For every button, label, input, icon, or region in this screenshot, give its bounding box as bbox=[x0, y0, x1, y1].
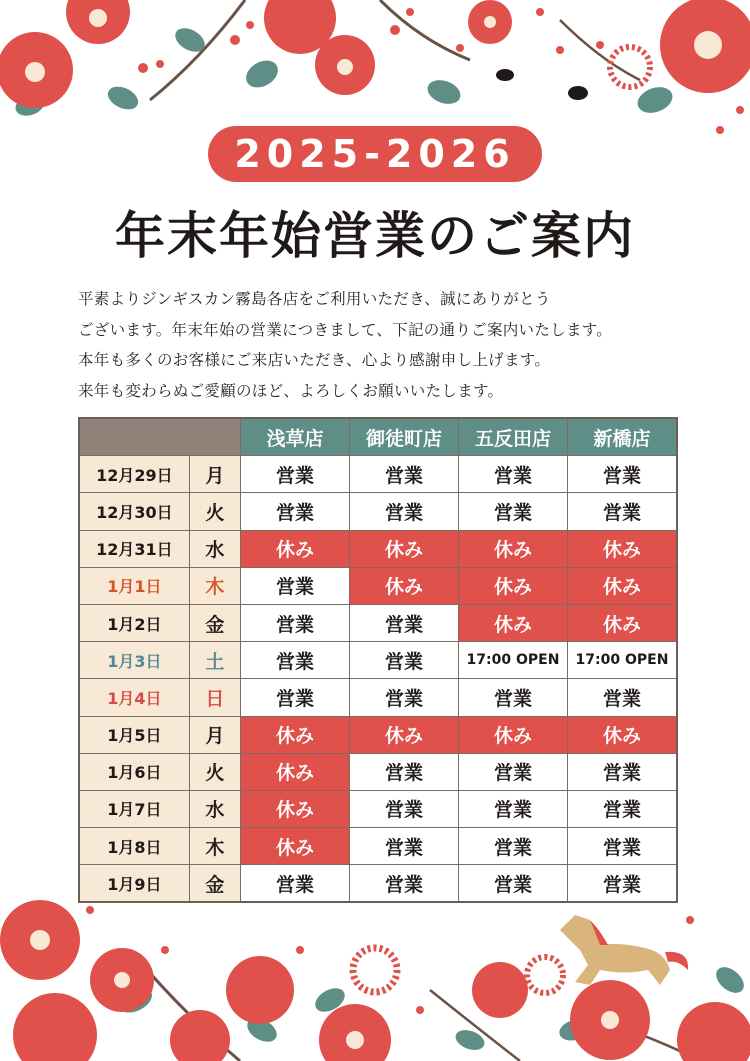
flower-center bbox=[89, 9, 107, 27]
weekday-cell: 月 bbox=[189, 716, 240, 753]
date-cell: 12月30日 bbox=[79, 493, 189, 530]
status-open-cell: 営業 bbox=[241, 604, 350, 641]
weekday-cell: 火 bbox=[189, 493, 240, 530]
intro-text bbox=[78, 284, 678, 406]
status-closed-cell: 休み bbox=[241, 828, 350, 865]
intro-line: 来年も変わらぬご愛顧のほど、よろしくお願いいたします。 bbox=[78, 381, 504, 400]
flower-center bbox=[30, 930, 50, 950]
status-closed-cell: 休み bbox=[459, 716, 568, 753]
table-row bbox=[79, 828, 677, 865]
intro-line: 本年も多くのお客様にご来店いただき、心より感謝申し上げます。 bbox=[78, 351, 551, 369]
status-open-cell: 営業 bbox=[568, 679, 678, 716]
status-open-cell: 営業 bbox=[350, 456, 459, 493]
status-open-cell: 営業 bbox=[459, 456, 568, 493]
status-closed-cell: 休み bbox=[350, 716, 459, 753]
status-open-cell: 営業 bbox=[568, 790, 678, 827]
status-open-cell: 営業 bbox=[568, 828, 678, 865]
status-open-cell: 営業 bbox=[459, 865, 568, 903]
status-open-cell: 営業 bbox=[241, 642, 350, 679]
status-closed-cell: 休み bbox=[241, 790, 350, 827]
status-open-cell: 営業 bbox=[568, 753, 678, 790]
status-closed-cell: 休み bbox=[459, 530, 568, 567]
page-title: 年末年始営業のご案内 bbox=[115, 207, 635, 265]
horse-icon bbox=[560, 915, 688, 985]
date-cell: 1月6日 bbox=[79, 753, 189, 790]
top-floral-decoration bbox=[0, 0, 750, 140]
status-open-cell: 営業 bbox=[459, 493, 568, 530]
flower-center bbox=[346, 1031, 364, 1049]
status-open-cell: 営業 bbox=[459, 790, 568, 827]
status-open-cell: 営業 bbox=[241, 865, 350, 903]
table-row bbox=[79, 493, 677, 530]
status-open-cell: 営業 bbox=[350, 865, 459, 903]
status-open-cell: 営業 bbox=[459, 679, 568, 716]
status-open-cell: 営業 bbox=[350, 790, 459, 827]
table-row bbox=[79, 456, 677, 493]
status-open-cell: 営業 bbox=[350, 642, 459, 679]
date-cell: 12月31日 bbox=[79, 530, 189, 567]
berry-icon bbox=[138, 8, 744, 134]
status-open-cell: 営業 bbox=[241, 456, 350, 493]
date-cell: 12月29日 bbox=[79, 456, 189, 493]
table-row bbox=[79, 716, 677, 753]
status-closed-cell: 休み bbox=[568, 530, 678, 567]
weekday-cell: 水 bbox=[189, 790, 240, 827]
status-open-cell: 営業 bbox=[350, 679, 459, 716]
weekday-cell: 火 bbox=[189, 753, 240, 790]
weekday-cell: 木 bbox=[189, 567, 240, 604]
leaf-icon bbox=[634, 83, 676, 118]
flower-center bbox=[337, 59, 353, 75]
intro-line: ございます。年末年始の営業につきまして、下記の通りご案内いたします。 bbox=[78, 320, 613, 339]
status-closed-cell: 休み bbox=[350, 530, 459, 567]
bottom-floral-decoration bbox=[0, 890, 750, 1061]
schedule-body bbox=[79, 456, 677, 903]
flower-center bbox=[114, 972, 130, 988]
store-header: 五反田店 bbox=[459, 418, 568, 456]
status-open-cell: 営業 bbox=[350, 493, 459, 530]
weekday-cell: 金 bbox=[189, 604, 240, 641]
status-closed-cell: 休み bbox=[568, 716, 678, 753]
date-cell: 1月2日 bbox=[79, 604, 189, 641]
bird-icon bbox=[496, 69, 588, 100]
store-header: 新橋店 bbox=[568, 418, 678, 456]
leaf-icon bbox=[424, 76, 463, 108]
weekday-cell: 水 bbox=[189, 530, 240, 567]
date-cell: 1月9日 bbox=[79, 865, 189, 903]
status-open-cell: 営業 bbox=[568, 456, 678, 493]
camellia-flower-icon bbox=[472, 962, 528, 1018]
camellia-flower-icon bbox=[170, 1010, 230, 1061]
status-open-cell: 17:00 OPEN bbox=[459, 642, 568, 679]
leaf-icon bbox=[241, 55, 282, 93]
store-header: 浅草店 bbox=[241, 418, 350, 456]
status-closed-cell: 休み bbox=[241, 530, 350, 567]
table-row bbox=[79, 753, 677, 790]
status-open-cell: 営業 bbox=[350, 753, 459, 790]
date-cell: 1月5日 bbox=[79, 716, 189, 753]
table-header-row bbox=[79, 418, 677, 456]
weekday-cell: 土 bbox=[189, 642, 240, 679]
leaf-icon bbox=[104, 82, 141, 114]
weekday-cell: 月 bbox=[189, 456, 240, 493]
flower-center bbox=[601, 1011, 619, 1029]
status-closed-cell: 休み bbox=[241, 753, 350, 790]
status-open-cell: 営業 bbox=[241, 679, 350, 716]
status-open-cell: 営業 bbox=[459, 828, 568, 865]
status-open-cell: 営業 bbox=[568, 865, 678, 903]
table-row bbox=[79, 604, 677, 641]
date-cell: 1月8日 bbox=[79, 828, 189, 865]
fan-flower-icon bbox=[353, 948, 397, 992]
table-row bbox=[79, 679, 677, 716]
status-open-cell: 営業 bbox=[350, 828, 459, 865]
camellia-flower-icon bbox=[226, 956, 294, 1024]
weekday-cell: 日 bbox=[189, 679, 240, 716]
store-header: 御徒町店 bbox=[350, 418, 459, 456]
leaf-icon bbox=[711, 962, 748, 998]
camellia-flower-icon bbox=[13, 993, 97, 1061]
table-row bbox=[79, 642, 677, 679]
date-cell: 1月3日 bbox=[79, 642, 189, 679]
weekday-cell: 金 bbox=[189, 865, 240, 903]
schedule-table bbox=[78, 417, 678, 903]
status-open-cell: 営業 bbox=[568, 493, 678, 530]
intro-line: 平素よりジンギスカン霧島各店をご利用いただき、誠にありがとう bbox=[78, 290, 551, 308]
status-closed-cell: 休み bbox=[459, 567, 568, 604]
fan-flower-icon bbox=[527, 957, 563, 993]
status-open-cell: 営業 bbox=[459, 753, 568, 790]
table-corner bbox=[79, 418, 241, 456]
date-cell: 1月7日 bbox=[79, 790, 189, 827]
status-closed-cell: 休み bbox=[350, 567, 459, 604]
status-open-cell: 営業 bbox=[350, 604, 459, 641]
status-closed-cell: 休み bbox=[459, 604, 568, 641]
year-range-badge: 2025-2026 bbox=[208, 126, 542, 182]
flower-center bbox=[694, 31, 722, 59]
status-open-cell: 営業 bbox=[241, 567, 350, 604]
table-row bbox=[79, 790, 677, 827]
table-row bbox=[79, 530, 677, 567]
status-closed-cell: 休み bbox=[241, 716, 350, 753]
status-open-cell: 17:00 OPEN bbox=[568, 642, 678, 679]
weekday-cell: 木 bbox=[189, 828, 240, 865]
status-closed-cell: 休み bbox=[568, 604, 678, 641]
flower-center bbox=[25, 62, 45, 82]
status-open-cell: 営業 bbox=[241, 493, 350, 530]
status-closed-cell: 休み bbox=[568, 567, 678, 604]
table-row bbox=[79, 567, 677, 604]
date-cell: 1月1日 bbox=[79, 567, 189, 604]
camellia-flower-icon bbox=[677, 1002, 750, 1061]
flower-center bbox=[484, 16, 496, 28]
date-cell: 1月4日 bbox=[79, 679, 189, 716]
